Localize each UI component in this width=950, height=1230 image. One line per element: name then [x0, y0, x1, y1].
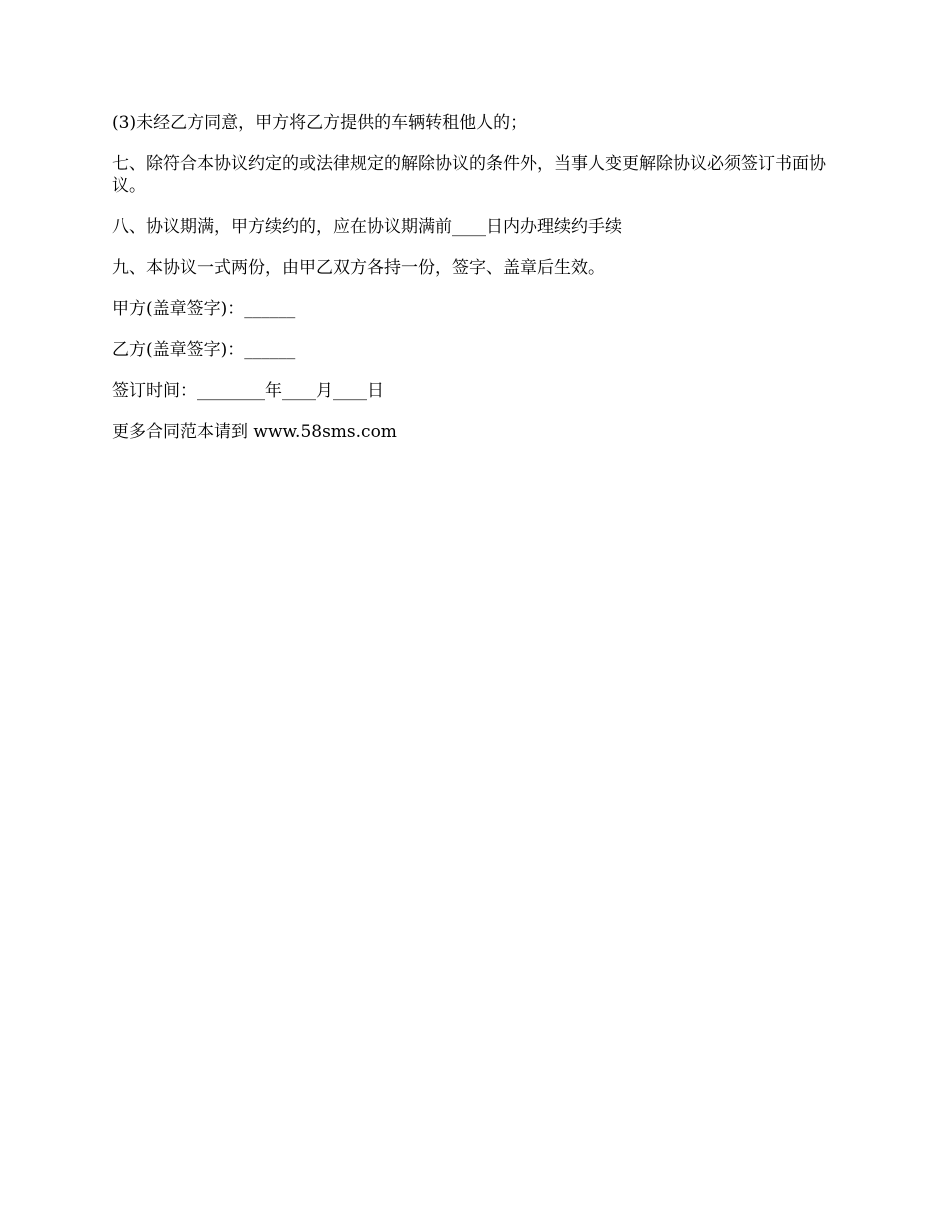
clause-3-text: (3)未经乙方同意，甲方将乙方提供的车辆转租他人的；: [112, 113, 528, 133]
document-body: [112, 112, 840, 462]
clause-seven-text: 七、除符合本协议约定的或法律规定的解除协议的条件外，当事人变更解除协议必须签订书面协议。: [112, 154, 826, 196]
footer-website-note: 更多合同范本请到 www.58sms.com: [112, 422, 397, 442]
party-b-signature-line: 乙方(盖章签字)：______: [112, 340, 296, 360]
party-a-signature-line: 甲方(盖章签字)：______: [112, 299, 296, 319]
clause-eight-text: 八、协议期满，甲方续约的，应在协议期满前____日内办理续约手续: [112, 217, 622, 237]
signing-date-line: 签订时间：________年____月____日: [112, 381, 384, 401]
clause-nine-text: 九、本协议一式两份，由甲乙双方各持一份，签字、盖章后生效。: [112, 258, 605, 278]
